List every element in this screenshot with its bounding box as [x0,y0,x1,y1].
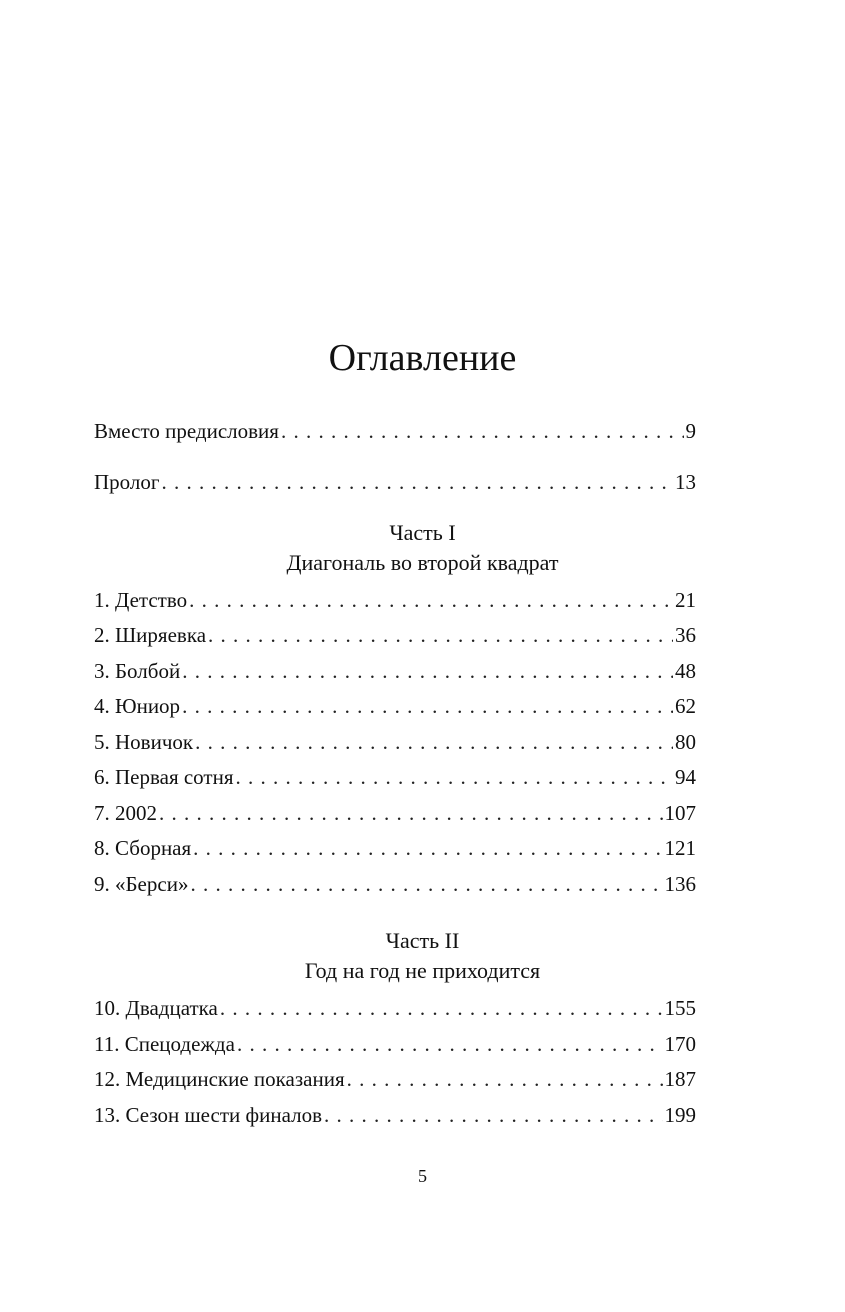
toc-entry-page: 155 [664,996,696,1020]
dot-leader [324,1100,663,1130]
toc-entry-label: 11. Спецодежда [94,1032,235,1056]
toc-entry [94,833,696,863]
toc-entry-label: Пролог [94,470,160,494]
part-label: Часть II [385,928,460,953]
part-label: Часть I [389,520,456,545]
toc-entry-page: 170 [664,1032,696,1056]
dot-leader [220,993,663,1023]
toc-entry [94,620,696,650]
toc-entry [94,798,696,828]
toc-entry-page: 21 [675,588,696,612]
toc-entry-label: 13. Сезон шести финалов [94,1103,322,1127]
toc-entry-page: 136 [664,872,696,896]
part-title: Год на год не приходится [304,958,541,983]
toc-entry [94,656,696,686]
toc-entry-page: 13 [675,470,696,494]
dot-leader [189,585,673,615]
toc-entry-label: 4. Юниор [94,694,181,718]
toc-entry-label: 10. Двадцатка [94,996,218,1020]
toc-entry-page: 107 [664,801,696,825]
dot-leader [235,762,673,792]
toc-entry-label: 5. Новичок [94,730,194,754]
toc-entry-label: 6. Первая сотня [94,765,234,789]
toc-entry-label: 2. Ширяевка [94,623,207,647]
toc-entry-label: 9. «Берси» [94,872,189,896]
dot-leader [281,416,684,446]
toc-entry-page: 199 [664,1103,696,1127]
dot-leader [208,620,673,650]
dot-leader [190,869,662,899]
toc-entry-label: 1. Детство [94,588,188,612]
toc-entry-label: 12. Медицинские показания [94,1067,345,1091]
toc-entry-page: 94 [675,765,696,789]
dot-leader [237,1029,663,1059]
toc-entry-page: 121 [664,836,696,860]
dot-leader [161,467,673,497]
toc-entry [94,1029,696,1059]
toc-entry-label: 7. 2002 [94,801,157,825]
page-number: 5 [418,1166,427,1186]
toc-entry-page: 36 [675,623,696,647]
toc-entry [94,993,696,1023]
part-title: Диагональ во второй квадрат [286,550,559,575]
toc-entry-prologue [94,467,696,497]
dot-leader [159,798,663,828]
toc-entry-page: 9 [685,419,696,443]
toc-entry [94,585,696,615]
toc-entry [94,762,696,792]
toc-entry [94,691,696,721]
dot-leader [195,727,673,757]
toc-entry-label: 3. Болбой [94,659,181,683]
dot-leader [193,833,662,863]
toc-entry [94,1100,696,1130]
dot-leader [182,691,673,721]
toc-entry-page: 48 [675,659,696,683]
toc-entry-page: 80 [675,730,696,754]
toc-entry-page: 62 [675,694,696,718]
dot-leader [347,1064,663,1094]
page-title: Оглавление [328,337,517,379]
toc-entry [94,869,696,899]
toc-entry-label: Вместо предисловия [94,419,279,443]
toc-entry [94,727,696,757]
toc-entry-page: 187 [664,1067,696,1091]
toc-entry-foreword [94,416,696,446]
toc-entry-label: 8. Сборная [94,836,192,860]
toc-entry [94,1064,696,1094]
dot-leader [182,656,673,686]
